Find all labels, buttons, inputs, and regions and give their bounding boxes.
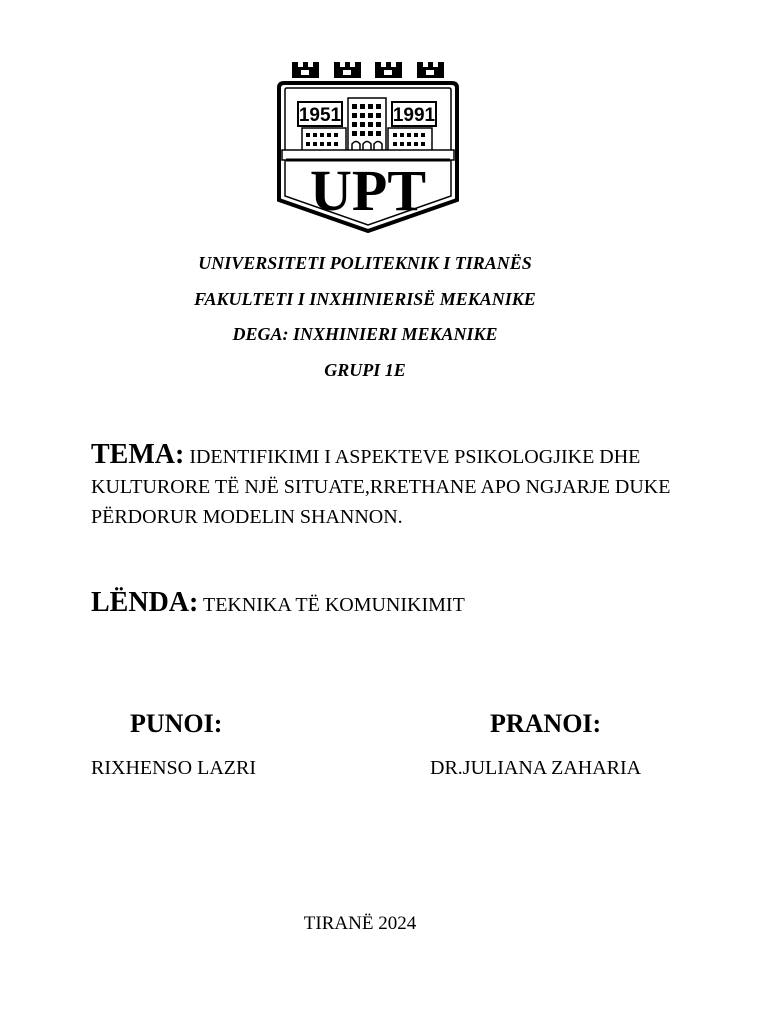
reviewer-name: DR.JULIANA ZAHARIA [430,757,642,779]
university-logo [272,58,464,234]
topic-block [91,440,691,532]
department-name: DEGA: INXHINIERI MEKANIKE [232,324,498,344]
subject-label: LËNDA: [91,587,199,618]
subject-text: TEKNIKA TË KOMUNIKIMIT [202,594,465,616]
group-name: GRUPI 1E [324,360,406,380]
topic-label: TEMA: [91,439,185,470]
tower-icons [292,62,444,78]
author-label: PUNOI: [130,709,223,738]
place-year: TIRANË 2024 [303,913,417,934]
author-name: RIXHENSO LAZRI [91,757,256,779]
logo-year-right: 1991 [392,105,436,126]
faculty-name: FAKULTETI I INXHINIERISË MEKANIKE [194,289,536,309]
topic-text: IDENTIFIKIMI I ASPEKTEVE PSIKOLOGJIKE DHE KULTURORE TË NJË SITUATE,RRETHANE APO NGJARJE DUKE PËRDORUR MODELIN SHANNON. [91,446,671,528]
subject-block [91,588,691,620]
reviewer-label: PRANOI: [490,709,602,738]
university-name: UNIVERSITETI POLITEKNIK I TIRANËS [198,253,532,273]
logo-year-left: 1951 [298,105,342,126]
logo-acronym: UPT [310,158,426,223]
